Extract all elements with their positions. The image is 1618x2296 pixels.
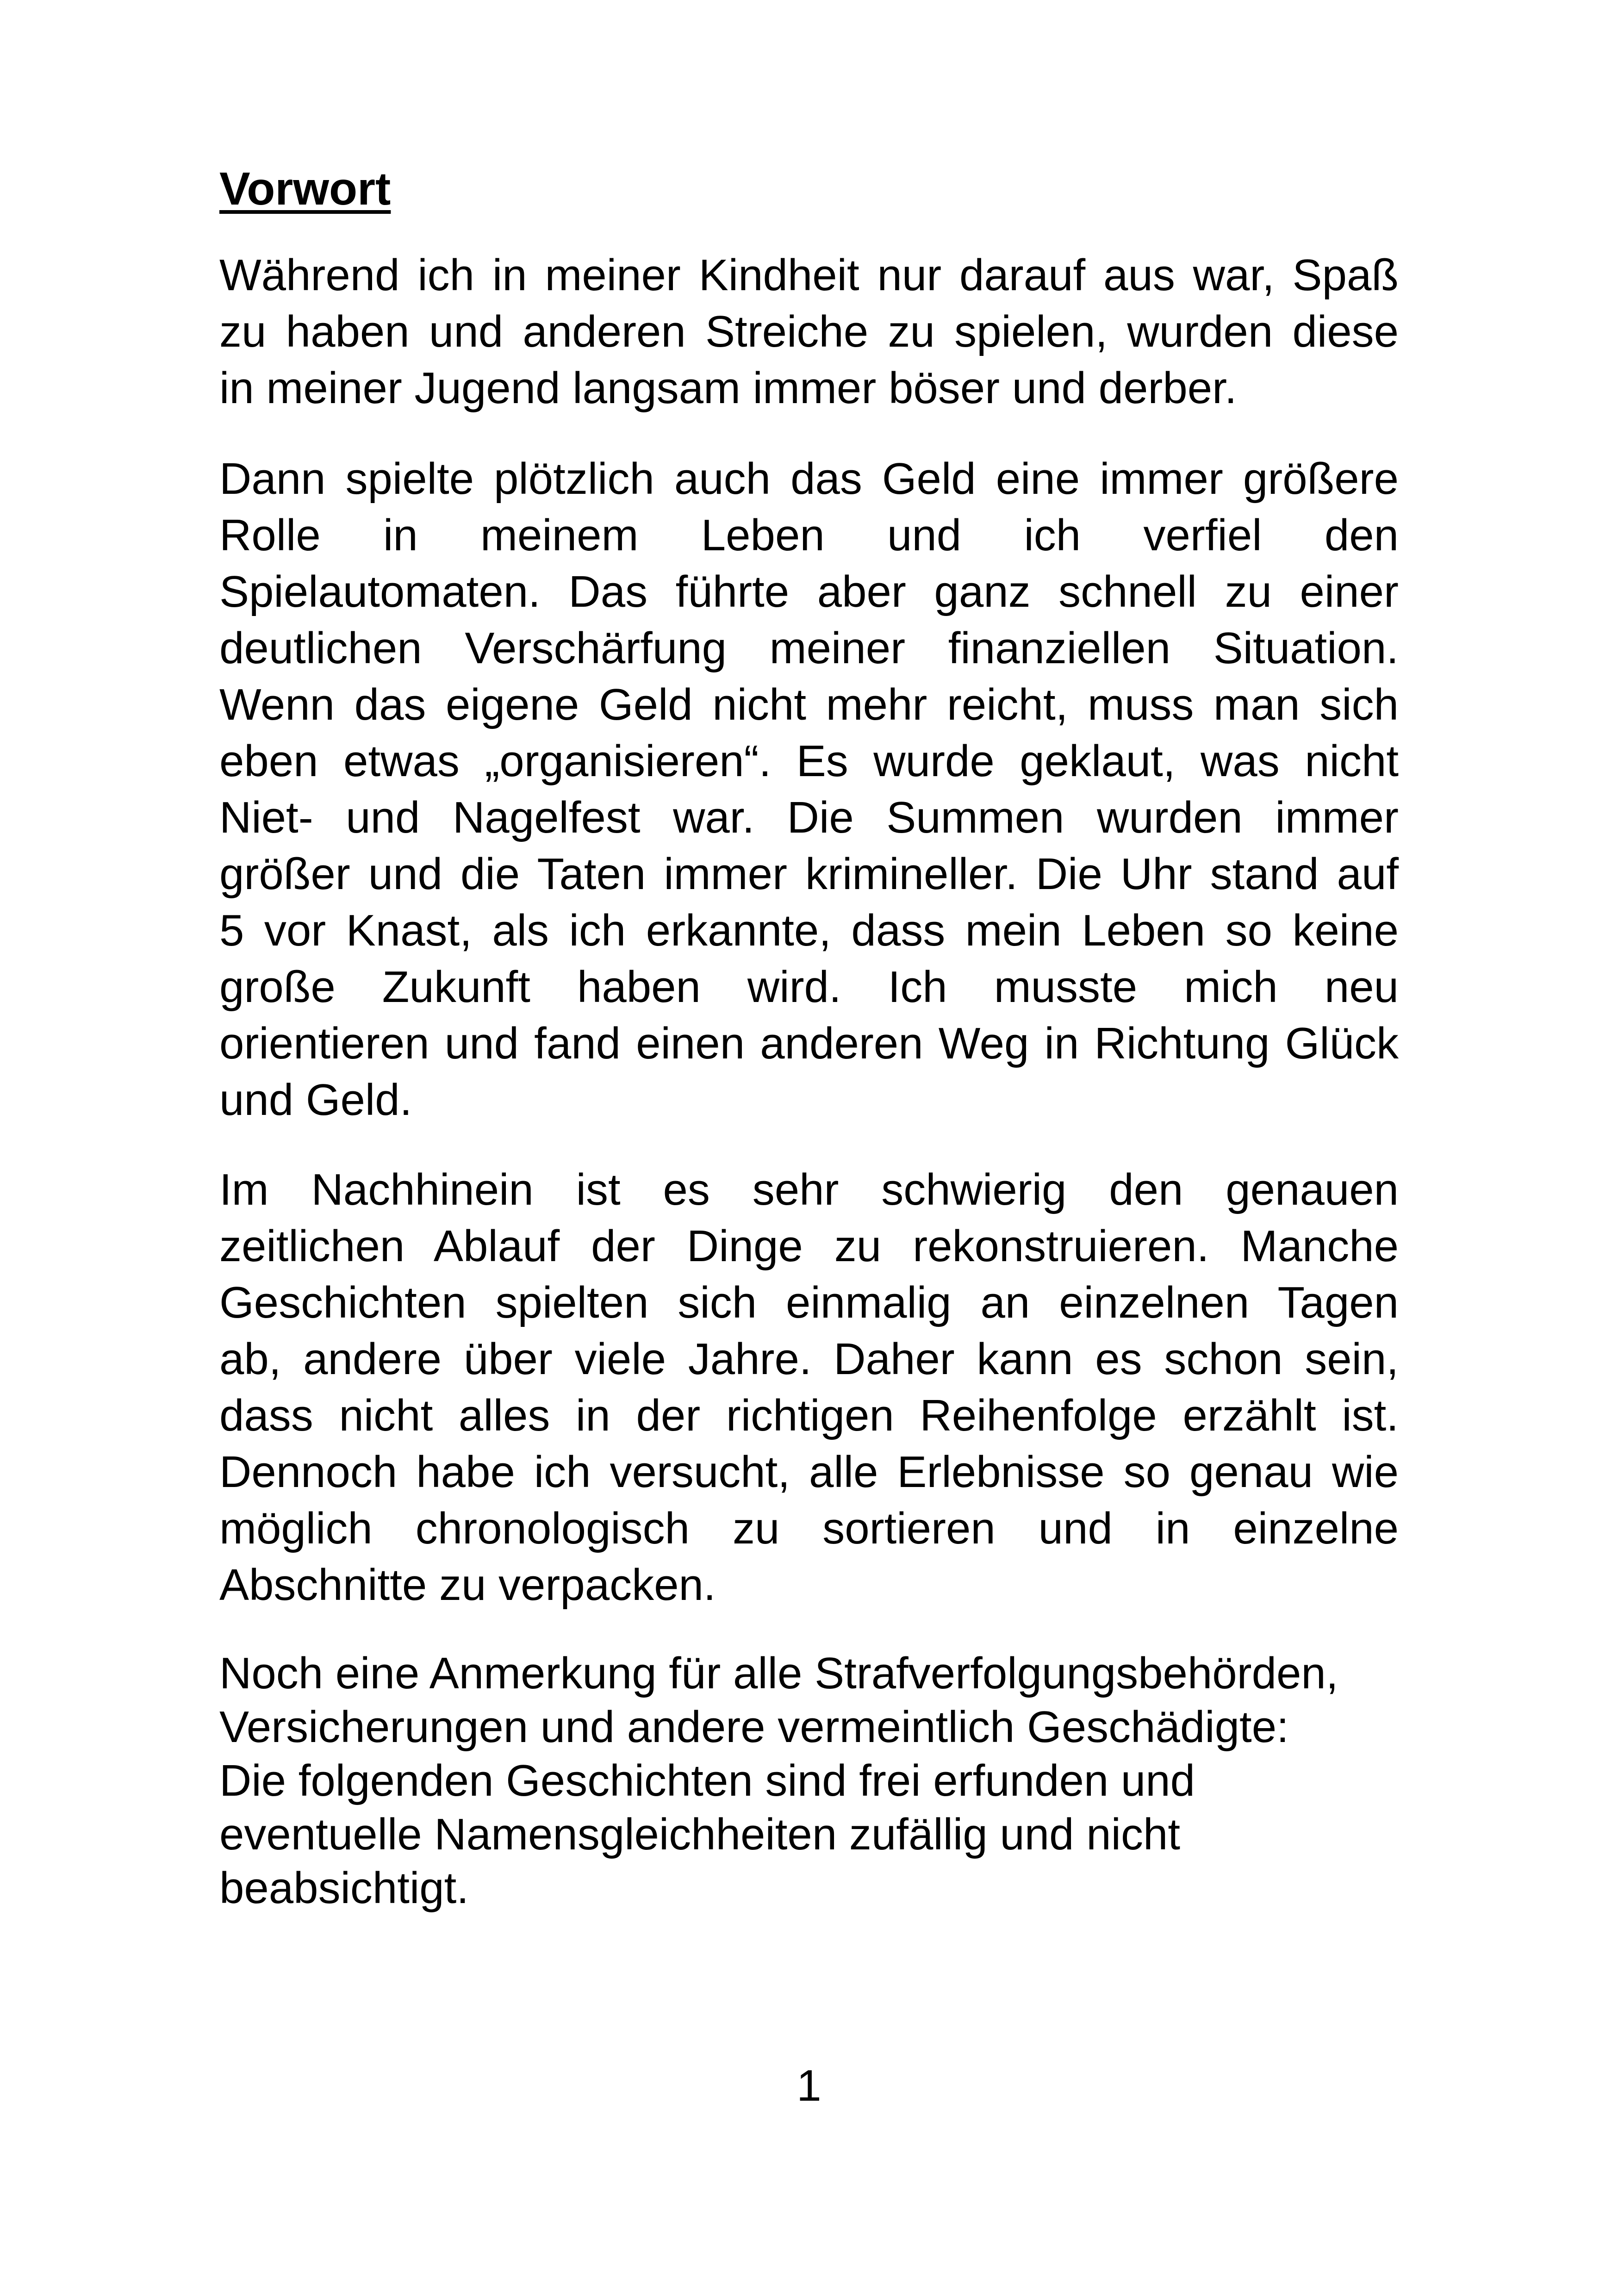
paragraph-line: und Geld. xyxy=(219,1075,412,1125)
page-title: Vorwort xyxy=(219,163,391,215)
paragraph-line: Die folgenden Geschichten sind frei erfunden und xyxy=(219,1756,1195,1805)
paragraph-line: zu haben und anderen Streiche zu spielen, wurden diese xyxy=(219,307,1399,356)
paragraph-line: Niet- und Nagelfest war. Die Summen wurden immer xyxy=(219,793,1399,842)
paragraph-line: Dann spielte plötzlich auch das Geld eine immer größere xyxy=(219,454,1399,504)
paragraph-line: beabsichtigt. xyxy=(219,1863,469,1913)
paragraph-line: Rolle in meinem Leben und ich verfiel den xyxy=(219,510,1399,560)
paragraph-2 xyxy=(219,451,1399,1128)
paragraph-line: Geschichten spielten sich einmalig an einzelnen Tagen xyxy=(219,1278,1399,1327)
paragraph-1 xyxy=(219,247,1399,417)
paragraph-line: Abschnitte zu verpacken. xyxy=(219,1560,716,1610)
paragraph-line: 5 vor Knast, als ich erkannte, dass mein Leben so keine xyxy=(219,906,1399,955)
paragraph-line: eben etwas „organisieren“. Es wurde geklaut, was nicht xyxy=(219,736,1399,786)
paragraph-line: Noch eine Anmerkung für alle Strafverfolgungsbehörden, xyxy=(219,1649,1338,1698)
paragraph-line: größer und die Taten immer krimineller. Die Uhr stand auf xyxy=(219,849,1399,899)
paragraph-line: Dennoch habe ich versucht, alle Erlebnisse so genau wie xyxy=(219,1447,1399,1497)
paragraph-line: eventuelle Namensgleichheiten zufällig und nicht xyxy=(219,1810,1180,1859)
paragraph-line: Versicherungen und andere vermeintlich Geschädigte: xyxy=(219,1702,1289,1752)
paragraph-line: Während ich in meiner Kindheit nur darauf aus war, Spaß xyxy=(219,250,1399,300)
paragraph-line: dass nicht alles in der richtigen Reihenfolge erzählt ist. xyxy=(219,1391,1399,1440)
paragraph-4 xyxy=(219,1647,1399,1915)
paragraph-line: deutlichen Verschärfung meiner finanziellen Situation. xyxy=(219,623,1399,673)
paragraph-line: Wenn das eigene Geld nicht mehr reicht, muss man sich xyxy=(219,680,1399,729)
paragraph-line: zeitlichen Ablauf der Dinge zu rekonstruieren. Manche xyxy=(219,1221,1399,1271)
paragraph-line: möglich chronologisch zu sortieren und in einzelne xyxy=(219,1504,1399,1553)
paragraph-line: Spielautomaten. Das führte aber ganz schnell zu einer xyxy=(219,567,1399,616)
paragraph-line: ab, andere über viele Jahre. Daher kann es schon sein, xyxy=(219,1334,1399,1384)
paragraph-3 xyxy=(219,1162,1399,1613)
page-number: 1 xyxy=(797,2061,821,2110)
paragraph-line: Im Nachhinein ist es sehr schwierig den genauen xyxy=(219,1165,1399,1214)
paragraph-line: in meiner Jugend langsam immer böser und derber. xyxy=(219,363,1237,413)
paragraph-line: große Zukunft haben wird. Ich musste mich neu xyxy=(219,962,1399,1012)
paragraph-line: orientieren und fand einen anderen Weg in Richtung Glück xyxy=(219,1019,1399,1068)
